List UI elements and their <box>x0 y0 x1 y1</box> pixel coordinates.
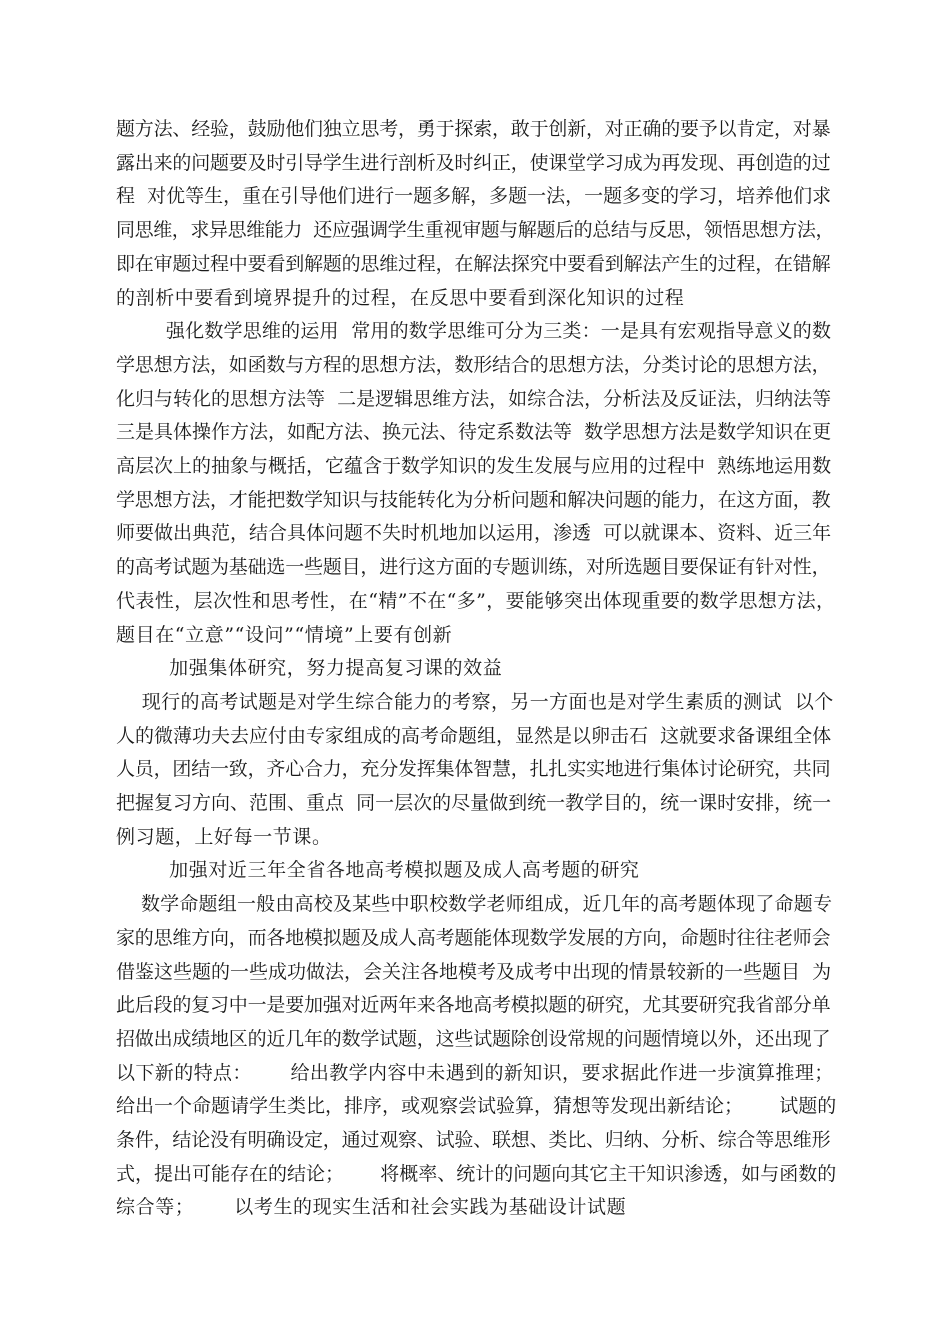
text-line: 题目在“立意”“设问”“情境”上要有创新 <box>116 623 453 646</box>
text-line: 借鉴这些题的一些成功做法，会关注各地模考及成考中出现的情景较新的一些题目 为 <box>116 960 832 983</box>
text-line: 把握复习方向、范围、重点 同一层次的尽量做到统一教学目的，统一课时安排，统一 <box>116 792 832 814</box>
text-line: 露出来的问题要及时引导学生进行剖析及时纠正，使课堂学习成为再发现、再创造的过 <box>116 151 831 174</box>
text-line: 式，提出可能存在的结论； 将概率、统计的问题向其它主干知识渗透，如与函数的 <box>116 1162 837 1185</box>
text-line: 师要做出典范，结合具体问题不失时机地加以运用，渗透 可以就课本、资料、近三年 <box>116 522 832 545</box>
text-line: 学思想方法，才能把数学知识与技能转化为分析问题和解决问题的能力，在这方面，教 <box>116 488 831 511</box>
text-line: 家的思维方向，而各地模拟题及成人高考题能体现数学发展的方向，命题时往往老师会 <box>116 926 831 949</box>
text-line: 同思维，求异思维能力 还应强调学生重视审题与解题后的总结与反思，领悟思想方法， <box>116 219 835 242</box>
text-line: 加强集体研究，努力提高复习课的效益 <box>116 657 503 680</box>
text-line: 综合等； 以考生的现实生活和社会实践为基础设计试题 <box>116 1196 627 1219</box>
text-line: 例习题，上好每一节课。 <box>116 825 332 848</box>
text-line: 学思想方法，如函数与方程的思想方法，数形结合的思想方法，分类讨论的思想方法， <box>116 353 831 376</box>
text-line: 强化数学思维的运用 常用的数学思维可分为三类：一是具有宏观指导意义的数 <box>116 320 832 343</box>
text-line: 加强对近三年全省各地高考模拟题及成人高考题的研究 <box>116 859 640 882</box>
text-line: 的剖析中要看到境界提升的过程，在反思中要看到深化知识的过程 <box>116 286 685 309</box>
text-line: 人的微薄功夫去应付由专家组成的高考命题组，显然是以卵击石 这就要求备课组全体 <box>116 724 832 747</box>
text-line: 数学命题组一般由高校及某些中职校数学老师组成，近几年的高考题体现了命题专 <box>116 893 833 916</box>
text-line: 程 对优等生，重在引导他们进行一题多解，多题一法，一题多变的学习，培养他们求 <box>116 185 832 208</box>
text-line: 条件，结论没有明确设定，通过观察、试验、联想、类比、归纳、分析、综合等思维形 <box>116 1129 831 1151</box>
text-line: 高层次上的抽象与概括，它蕴含于数学知识的发生发展与应用的过程中 熟练地运用数 <box>116 455 832 477</box>
text-line: 即在审题过程中要看到解题的思维过程，在解法探究中要看到解法产生的过程，在错解 <box>116 252 831 275</box>
text-line: 此后段的复习中一是要加强对近两年来各地高考模拟题的研究，尤其要研究我省部分单 <box>116 994 831 1017</box>
text-line: 以下新的特点： 给出教学内容中未遇到的新知识，要求据此作进一步演算推理； <box>116 1061 834 1084</box>
text-line: 人员，团结一致，齐心合力，充分发挥集体智慧，扎扎实实地进行集体讨论研究，共同 <box>116 758 831 781</box>
text-line: 化归与转化的思想方法等 二是逻辑思维方法，如综合法，分析法及反证法，归纳法等 <box>116 387 832 410</box>
text-line: 三是具体操作方法，如配方法、换元法、待定系数法等 数学思想方法是数学知识在更 <box>116 421 832 444</box>
text-line: 题方法、经验，鼓励他们独立思考，勇于探索，敢于创新，对正确的要予以肯定，对暴 <box>116 118 831 140</box>
text-line: 给出一个命题请学生类比，排序，或观察尝试验算，猜想等发现出新结论； 试题的 <box>116 1095 837 1118</box>
text-line: 的高考试题为基础选一些题目，进行这方面的专题训练，对所选题目要保证有针对性， <box>116 556 831 579</box>
text-line: 代表性，层次性和思考性，在“精”不在“多”，要能够突出体现重要的数学思想方法， <box>116 589 836 612</box>
text-line: 招做出成绩地区的近几年的数学试题，这些试题除创设常规的问题情境以外，还出现了 <box>116 1027 831 1050</box>
text-line: 现行的高考试题是对学生综合能力的考察，另一方面也是对学生素质的测试 以个 <box>116 690 834 713</box>
